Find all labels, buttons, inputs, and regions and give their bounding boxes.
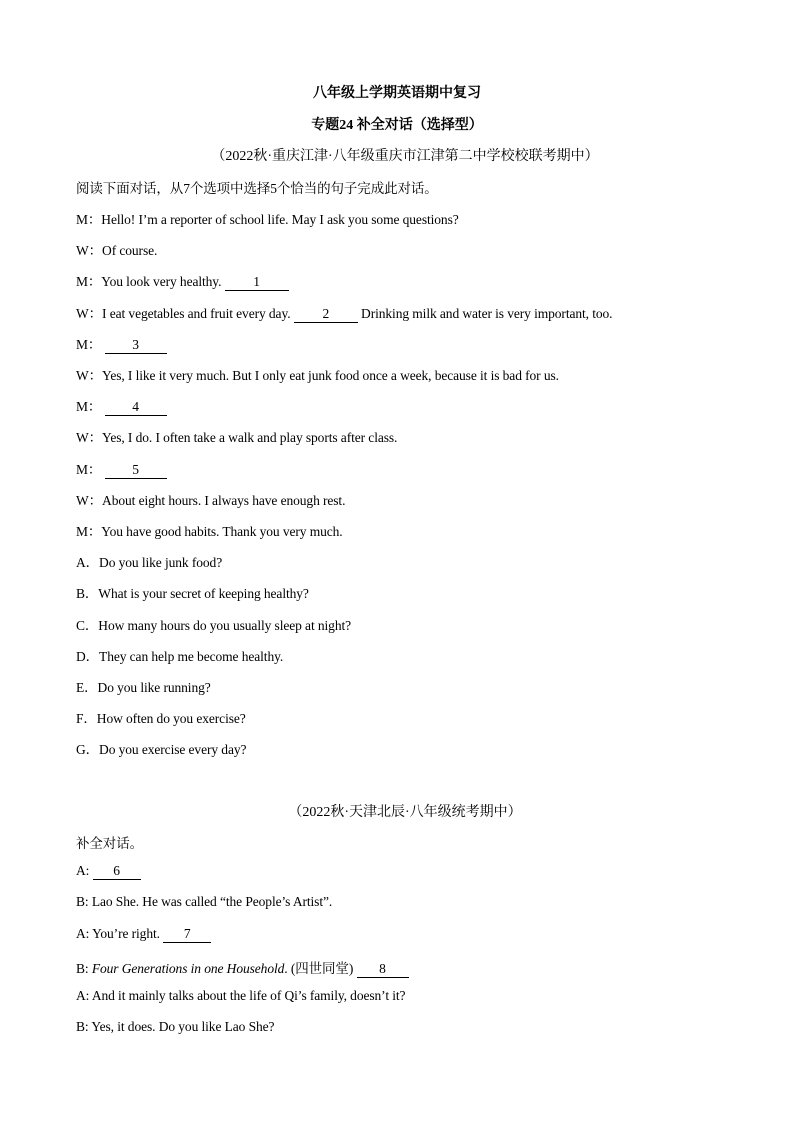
- dialogue-line: B: Lao She. He was called “the People’s Artist”.: [76, 894, 333, 909]
- section2-instruction: 补全对话。: [76, 836, 143, 851]
- option-g: G．Do you exercise every day?: [76, 742, 247, 757]
- document-subtitle: 专题24 补全对话（选择型）: [311, 118, 483, 133]
- answer-blank-7[interactable]: 7: [163, 927, 211, 943]
- dialogue-line: M：Hello! I’m a reporter of school life. May I ask you some questions?: [76, 212, 459, 227]
- section2-source: （2022秋·天津北辰·八年级统考期中）: [288, 805, 522, 820]
- dialogue-line: M：You have good habits. Thank you very much.: [76, 524, 343, 539]
- section1-source: （2022秋·重庆江津·八年级重庆市江津第二中学校校联考期中）: [211, 149, 599, 164]
- dialogue-line: [76, 270, 289, 291]
- dialogue-text: A:: [76, 863, 93, 878]
- answer-blank-1[interactable]: 1: [225, 275, 289, 291]
- document-title: 八年级上学期英语期中复习: [313, 86, 481, 101]
- answer-blank-5[interactable]: 5: [105, 463, 167, 479]
- dialogue-text: B:: [76, 961, 92, 976]
- dialogue-line: W：About eight hours. I always have enough rest.: [76, 493, 346, 508]
- dialogue-line: [76, 926, 211, 943]
- dialogue-line: A: And it mainly talks about the life of Qi’s family, doesn’t it?: [76, 988, 406, 1003]
- dialogue-text: M：: [76, 462, 105, 477]
- dialogue-line: [76, 957, 409, 978]
- dialogue-text: Drinking milk and water is very important, too.: [357, 306, 613, 321]
- answer-blank-2[interactable]: 2: [294, 307, 358, 323]
- dialogue-line: W：Yes, I like it very much. But I only eat junk food once a week, because it is bad for us.: [76, 368, 559, 383]
- dialogue-text: W：I eat vegetables and fruit every day.: [76, 306, 294, 321]
- dialogue-text: M：: [76, 337, 105, 352]
- answer-blank-8[interactable]: 8: [357, 962, 409, 978]
- dialogue-text: A: You’re right.: [76, 926, 164, 941]
- dialogue-line: [76, 333, 167, 354]
- answer-blank-6[interactable]: 6: [93, 864, 141, 880]
- answer-blank-4[interactable]: 4: [105, 400, 167, 416]
- option-c: C．How many hours do you usually sleep at night?: [76, 618, 352, 633]
- dialogue-line: W：Yes, I do. I often take a walk and play sports after class.: [76, 430, 398, 445]
- dialogue-text: M：You look very healthy.: [76, 274, 225, 289]
- option-a: A．Do you like junk food?: [76, 555, 223, 570]
- dialogue-line: [76, 458, 167, 479]
- answer-blank-3[interactable]: 3: [105, 338, 167, 354]
- option-d: D．They can help me become healthy.: [76, 649, 284, 664]
- section1-instruction: 阅读下面对话，从7个选项中选择5个恰当的句子完成此对话。: [76, 181, 438, 196]
- dialogue-text: . (四世同堂): [284, 961, 357, 976]
- book-title: Four Generations in one Household: [91, 961, 285, 976]
- option-e: E．Do you like running?: [76, 680, 211, 695]
- dialogue-line: [76, 863, 141, 880]
- dialogue-line: B: Yes, it does. Do you like Lao She?: [76, 1019, 275, 1034]
- option-b: B．What is your secret of keeping healthy?: [76, 586, 309, 601]
- dialogue-line: [76, 395, 167, 416]
- dialogue-line: W：Of course.: [76, 243, 158, 258]
- dialogue-text: M：: [76, 399, 105, 414]
- dialogue-line: [76, 302, 612, 323]
- option-f: F．How often do you exercise?: [76, 711, 246, 726]
